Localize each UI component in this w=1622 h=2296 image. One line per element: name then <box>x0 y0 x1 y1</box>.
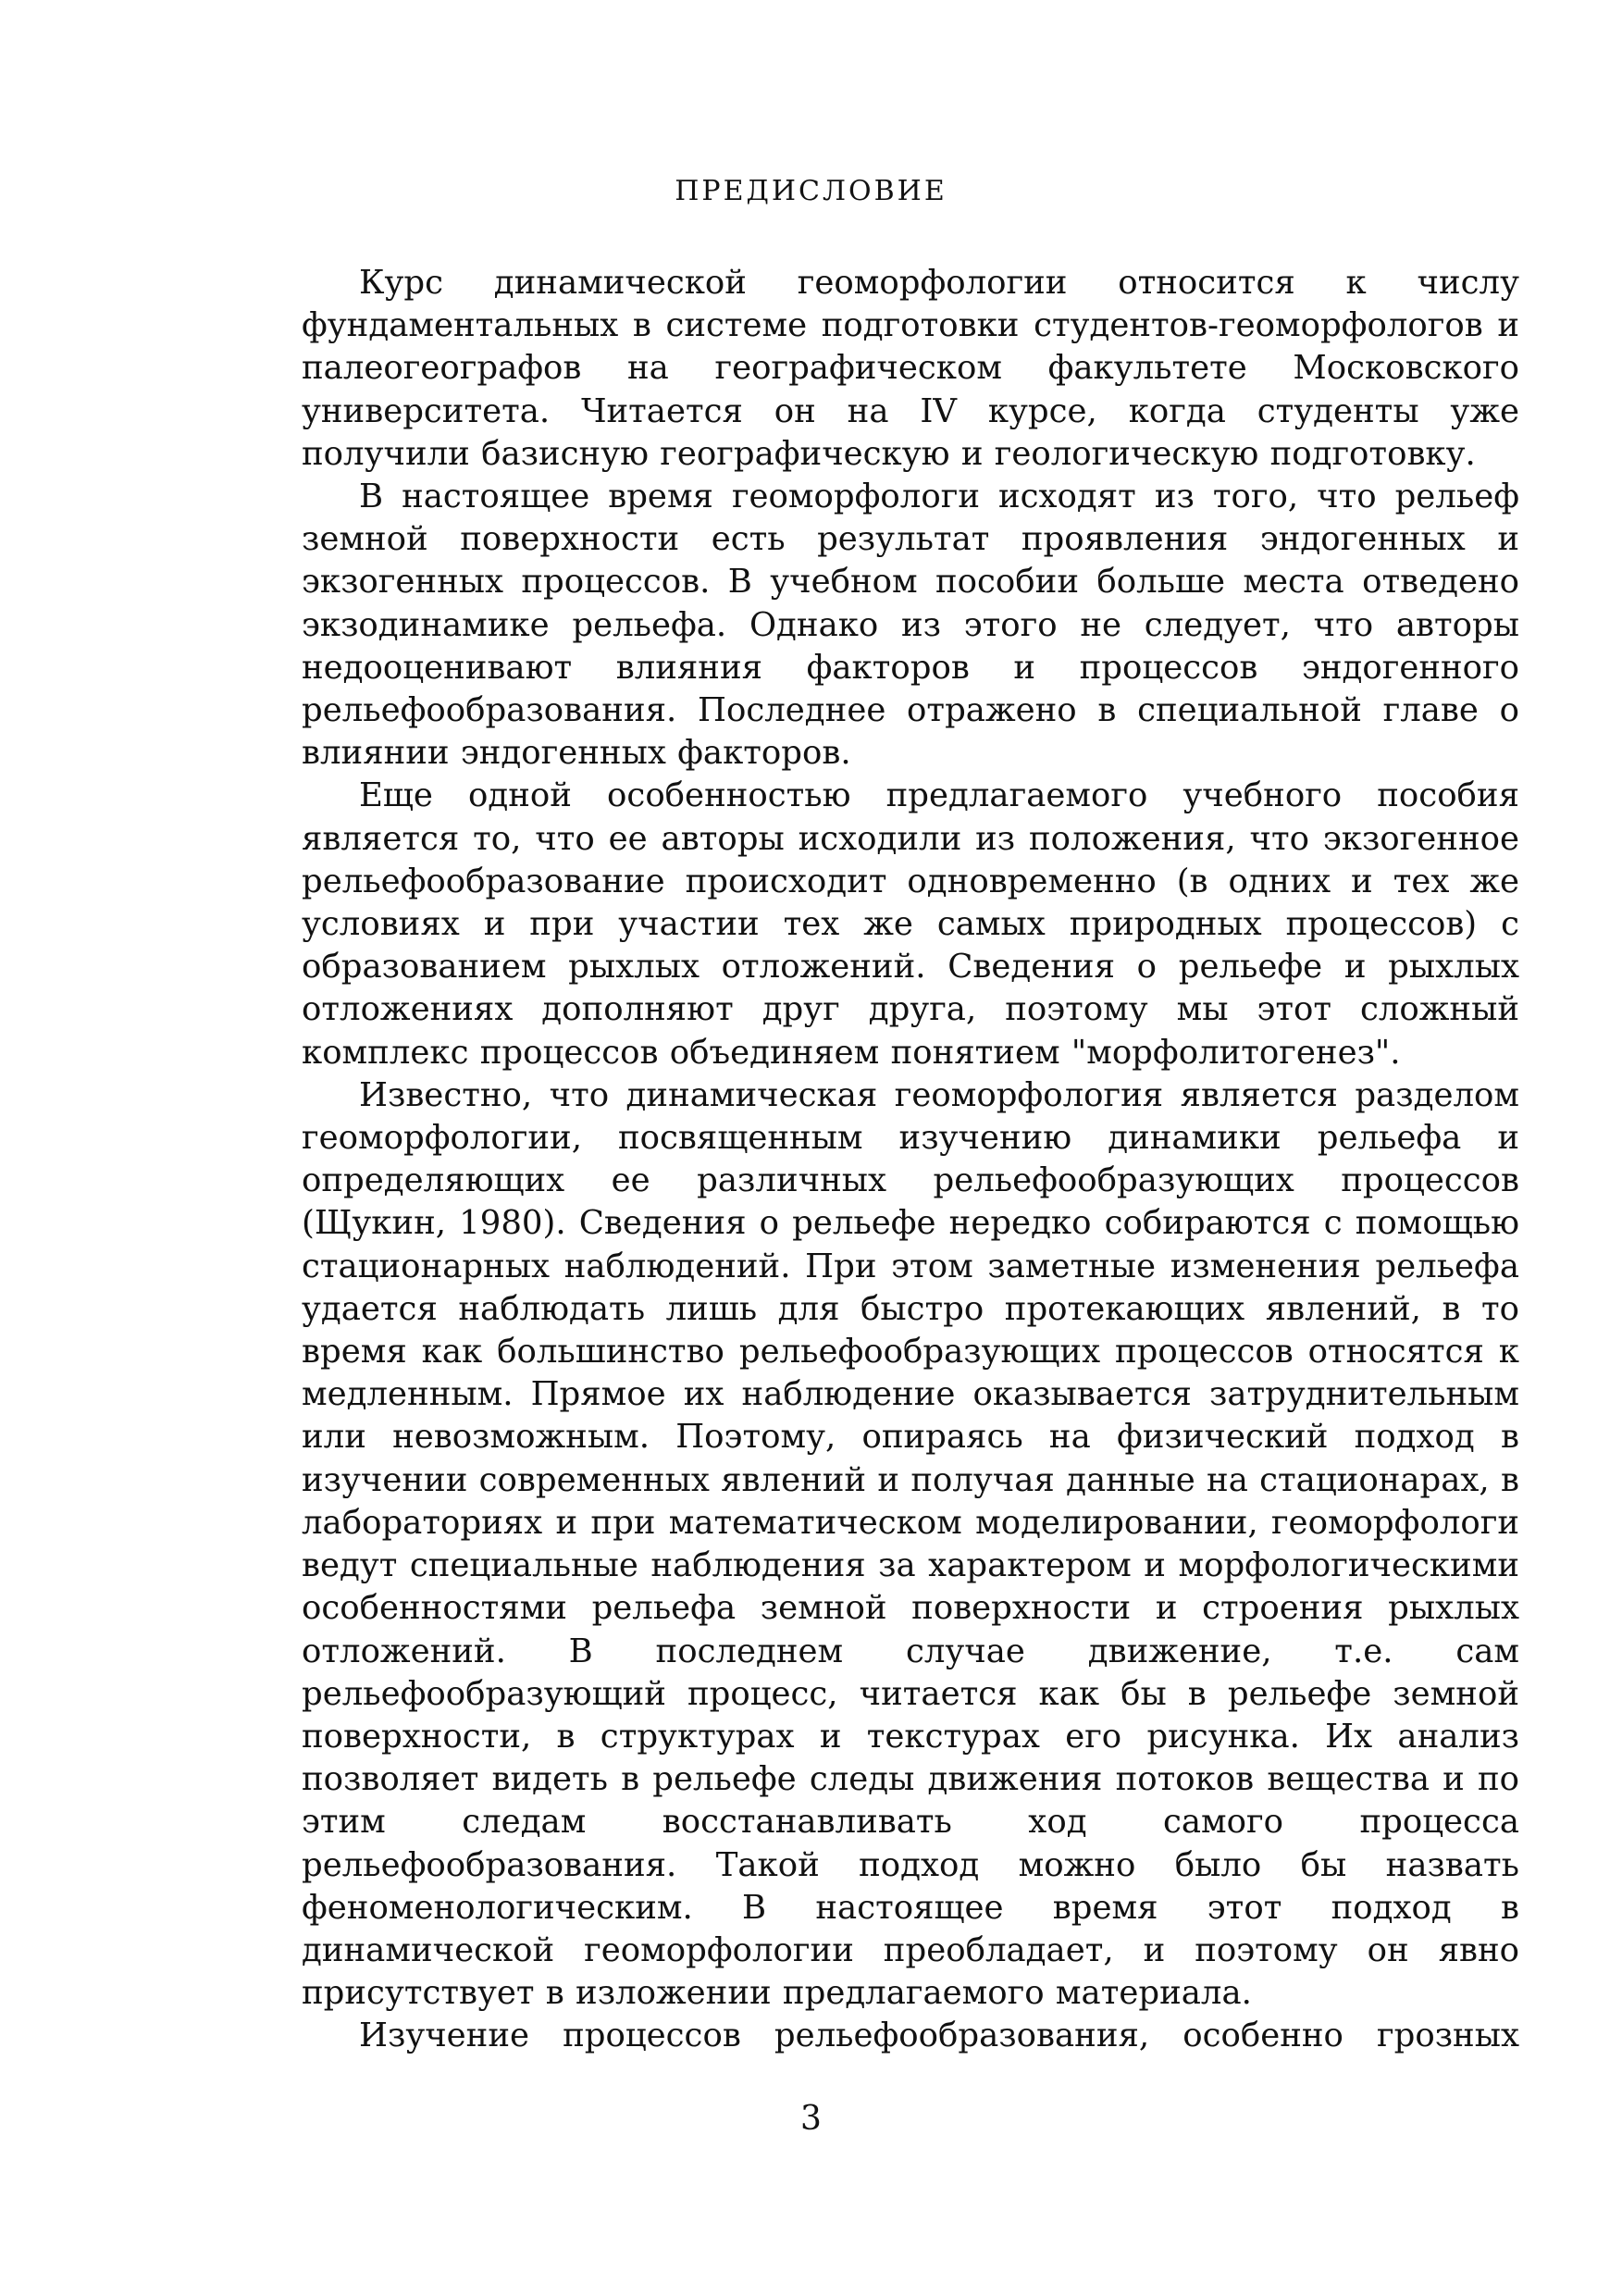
body-text <box>302 262 1519 2058</box>
page-number: 3 <box>800 2100 822 2138</box>
paragraph-study-of-processes: Изучение процессов рельефообразования, особенно грозных <box>359 2017 1519 2055</box>
paragraph-endo-exo-processes: В настоящее время геоморфологи исходят из того, что рельеф земной поверхности есть результат проявления эндогенных и экзогенных процессов. В учебном пособии больше места отведено экзодинамике рельефа. Однако из этого не следует, что авторы недооценивают влияния факторов и процессов эндогенного рельефообразования. Последнее отражено в специальной главе о влиянии эндогенных факторов. <box>302 478 1519 773</box>
paragraph-course-intro: Курс динамической геоморфологии относится к числу фундаментальных в системе подготовки студентов-геоморфологов и палеогеографов на географическом факультете Московского университета. Читается он на IV курсе, когда студенты уже получили базисную географическую и геологическую подготовку. <box>302 264 1519 473</box>
paragraph-morpholithogenesis: Еще одной особенностью предлагаемого учебного пособия является то, что ее авторы исходили из положения, что экзогенное рельефообразование происходит одновременно (в одних и тех же условиях и при участии тех же самых природных процессов) с образованием рыхлых отложений. Сведения о рельефе и рыхлых отложениях дополняют друг друга, поэтому мы этот сложный комплекс процессов объединяем понятием "морфолитогенез". <box>302 776 1519 1072</box>
paragraph-dynamic-geomorphology: Известно, что динамическая геоморфология является разделом геоморфологии, посвященным изучению динамики рельефа и определяющих ее различных рельефообразующих процессов (Щукин, 1980). Сведения о рельефе нередко собираются с помощью стационарных наблюдений. При этом заметные изменения рельефа удается наблюдать лишь для быстро протекающих явлений, в то время как большинство рельефообразующих процессов относятся к медленным. Прямое их наблюдение оказывается затруднительным или невозможным. Поэтому, опираясь на физический подход в изучении современных явлений и получая данные на стационарах, в лабораториях и при математическом моделировании, геоморфологи ведут специальные наблюдения за характером и морфологическими особенностями рельефа земной поверхности и строения рыхлых отложений. В последнем случае движение, т.е. сам рельефообразующий процесс, читается как бы в рельефе земной поверхности, в структурах и текстурах его рисунка. Их анализ позволяет видеть в рельефе следы движения потоков вещества и по этим следам восстанавливать ход самого процесса рельефообразования. Такой подход можно было бы назвать феноменологическим. В настоящее время этот подход в динамической геоморфологии преобладает, и поэтому он явно присутствует в изложении предлагаемого материала. <box>302 1075 1519 2013</box>
page-title: ПРЕДИСЛОВИЕ <box>675 175 947 207</box>
